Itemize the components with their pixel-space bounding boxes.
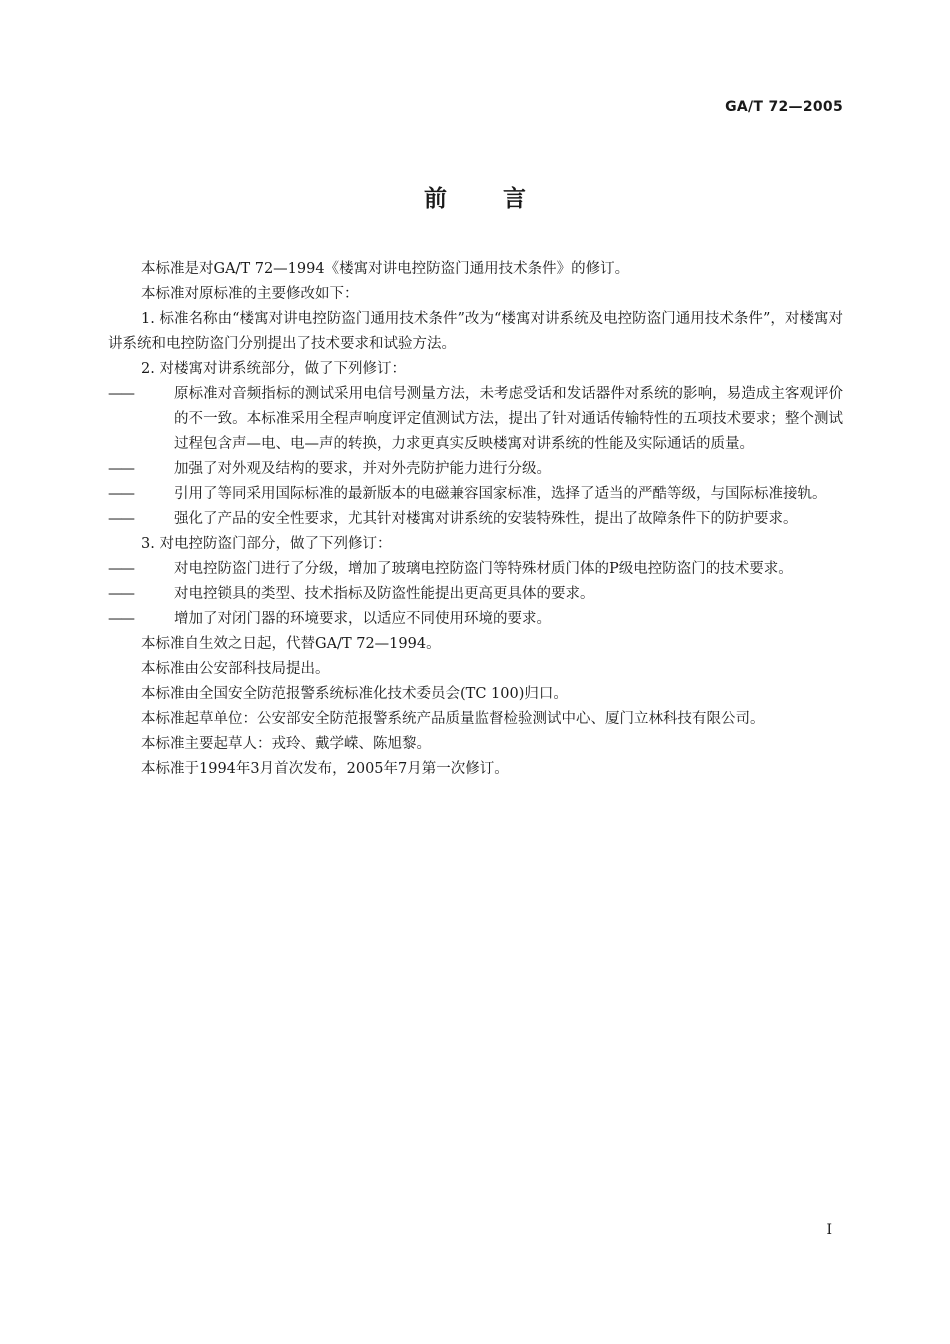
paragraph-item-3: 3. 对电控防盗门部分，做了下列修订： [141, 536, 392, 552]
paragraph-drafters: 本标准主要起草人：戎玲、戴学嵘、陈旭黎。 [141, 736, 431, 752]
dash-mark: —— [108, 611, 133, 627]
dash-item [108, 507, 843, 532]
paragraph-replaces: 本标准自生效之日起，代替GA/T 72—1994。 [141, 636, 441, 652]
paragraph-proposed-by: 本标准由公安部科技局提出。 [141, 661, 330, 677]
dash-item-text: 增加了对闭门器的环境要求，以适应不同使用环境的要求。 [174, 611, 551, 627]
foreword-body [108, 257, 843, 782]
dash-item-text: 加强了对外观及结构的要求，并对外壳防护能力进行分级。 [174, 461, 551, 477]
page-title [0, 180, 950, 213]
dash-item [108, 382, 843, 457]
dash-item-text: 强化了产品的安全性要求，尤其针对楼寓对讲系统的安装特殊性，提出了故障条件下的防护要求。 [174, 511, 798, 527]
dash-item [108, 607, 843, 632]
dash-item-text: 引用了等同采用国际标准的最新版本的电磁兼容国家标准，选择了适当的严酷等级，与国际标准接轨。 [174, 486, 827, 502]
dash-item-text: 对电控锁具的类型、技术指标及防盗性能提出更高更具体的要求。 [174, 586, 595, 602]
dash-mark: —— [108, 486, 133, 502]
dash-mark: —— [108, 586, 133, 602]
dash-item [108, 482, 843, 507]
dash-item [108, 457, 843, 482]
dash-item-text: 对电控防盗门进行了分级，增加了玻璃电控防盗门等特殊材质门体的P级电控防盗门的技术要求。 [174, 561, 793, 577]
standard-code: GA/T 72—2005 [725, 99, 843, 115]
dash-mark: —— [108, 511, 133, 527]
dash-item [108, 557, 843, 582]
page-number: I [826, 1222, 832, 1238]
paragraph-revision-of: 本标准是对GA/T 72—1994《楼寓对讲电控防盗门通用技术条件》的修订。 [141, 261, 630, 277]
dash-item [108, 582, 843, 607]
dash-mark: —— [108, 561, 133, 577]
title-part-2: 言 [503, 186, 526, 212]
dash-mark: —— [108, 386, 133, 402]
paragraph-item-1: 1. 标准名称由“楼寓对讲电控防盗门通用技术条件”改为“楼寓对讲系统及电控防盗门通用技术条件”，对楼寓对讲系统和电控防盗门分别提出了技术要求和试验方法。 [108, 311, 843, 352]
paragraph-main-changes: 本标准对原标准的主要修改如下： [141, 286, 359, 302]
dash-item-text: 原标准对音频指标的测试采用电信号测量方法，未考虑受话和发话器件对系统的影响，易造成主客观评价的不一致。本标准采用全程声响度评定值测试方法，提出了针对通话传输特性的五项技术要求；整个测试过程包含声—电、电—声的转换，力求更真实反映楼寓对讲系统的性能及实际通话的质量。 [174, 386, 843, 452]
title-part-1: 前 [424, 186, 447, 212]
paragraph-publication-history: 本标准于1994年3月首次发布，2005年7月第一次修订。 [141, 761, 509, 777]
paragraph-drafting-units: 本标准起草单位：公安部安全防范报警系统产品质量监督检验测试中心、厦门立林科技有限公司。 [141, 711, 765, 727]
dash-mark: —— [108, 461, 133, 477]
paragraph-item-2: 2. 对楼寓对讲系统部分，做了下列修订： [141, 361, 406, 377]
paragraph-under-jurisdiction: 本标准由全国安全防范报警系统标准化技术委员会(TC 100)归口。 [141, 686, 568, 702]
